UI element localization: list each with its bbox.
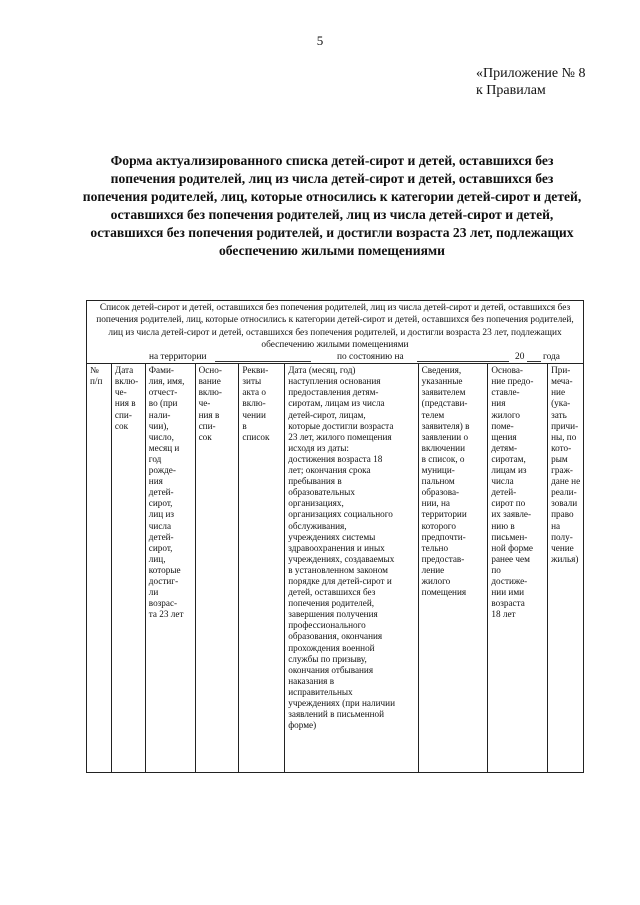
date-blank bbox=[417, 361, 509, 362]
column-header-municipality: Сведения, указанные заявителем (представи- телем заявителя) в заявлении о включении в список, о муници- пальном образова- нии, на территории которого предпочти- тельно предостав- ление жилого помещения bbox=[419, 364, 489, 772]
territory-blank bbox=[215, 361, 311, 362]
year-blank bbox=[527, 361, 541, 362]
territory-date-line bbox=[87, 351, 583, 363]
territory-label: на территории bbox=[149, 352, 207, 363]
list-heading: Список детей-сирот и детей, оставшихся без попечения родителей, лиц из числа детей-сирот и детей, оставшихся без попечения родителей, лиц, которые относились к категории детей-сирот и детей, оставшихся без попечения родителей, лиц из числа детей-сирот и детей, оставшихся без попечения родителей, и достигли возраста 23 лет, подлежащих обеспечению жилыми помещениями bbox=[96, 303, 574, 350]
form-title: Форма актуализированного списка детей-сирот и детей, оставшихся без попечения родителей, лиц из числа детей-сирот и детей, оставшихся без попечения родителей, лиц, которые относились к категории детей-сирот и детей, оставшихся без попечения родителей, лиц из числа детей-сирот и детей, оставшихся без попечения родителей, и достигли возраста 23 лет, подлежащих обеспечению жилыми помещениями bbox=[82, 153, 582, 258]
page-number: 5 bbox=[316, 33, 324, 48]
column-headers bbox=[87, 363, 583, 772]
form-table bbox=[86, 300, 584, 773]
year-prefix: 20 bbox=[515, 352, 525, 363]
column-header-inclusion-date: Дата вклю- че- ния в спи- сок bbox=[112, 364, 146, 772]
date-label: по состоянию на bbox=[337, 352, 404, 363]
column-header-early-provision: Основа- ние предо- ставле- ния жилого поме- щения детям- сиротам, лицам из числа детей- сирот по их заявле- нию в письмен- ной форме ранее чем по достиже- нии ими возраста 18 лет bbox=[488, 364, 548, 772]
column-header-act-details: Рекви- зиты акта о вклю- чении в список bbox=[239, 364, 285, 772]
appendix-line-2: к Правилам bbox=[476, 83, 546, 98]
column-header-full-name: Фами- лия, имя, отчест- во (при нали- чии), число, месяц и год рожде- ния детей- сирот, лиц из числа детей- сирот, лиц, которые достиг- ли возрас- та 23 лет bbox=[146, 364, 196, 772]
column-header-number: № п/п bbox=[87, 364, 112, 772]
column-header-inclusion-basis: Осно- вание вклю- че- ния в спи- сок bbox=[196, 364, 240, 772]
column-header-note: При- меча- ние (ука- зать причи- ны, по кото- рым граж- дане не реали- зовали право на полу- чение жилья) bbox=[551, 365, 581, 564]
column-header-basis-date: Дата (месяц, год) наступления основания предоставления детям- сиротам, лицам из числа детей-сирот, лицам, которые достигли возраста 23 лет, жилого помещения исходя из даты: достижения возраста 18 лет; окончания срока пребывания в образовательных организациях, организациях социального обслуживания, учреждениях системы здравоохранения и иных учреждениях, создаваемых в установленном законом порядке для детей-сирот и детей, оставшихся без попечения родителей, завершения получения профессионального образования, окончания прохождения военной службы по призыву, окончания отбывания наказания в исправительных учреждениях (при наличии заявлений в письменной форме) bbox=[285, 364, 418, 772]
appendix-line-1: «Приложение № 8 bbox=[476, 66, 586, 81]
appendix-label bbox=[476, 65, 586, 99]
year-suffix: года bbox=[543, 352, 560, 363]
